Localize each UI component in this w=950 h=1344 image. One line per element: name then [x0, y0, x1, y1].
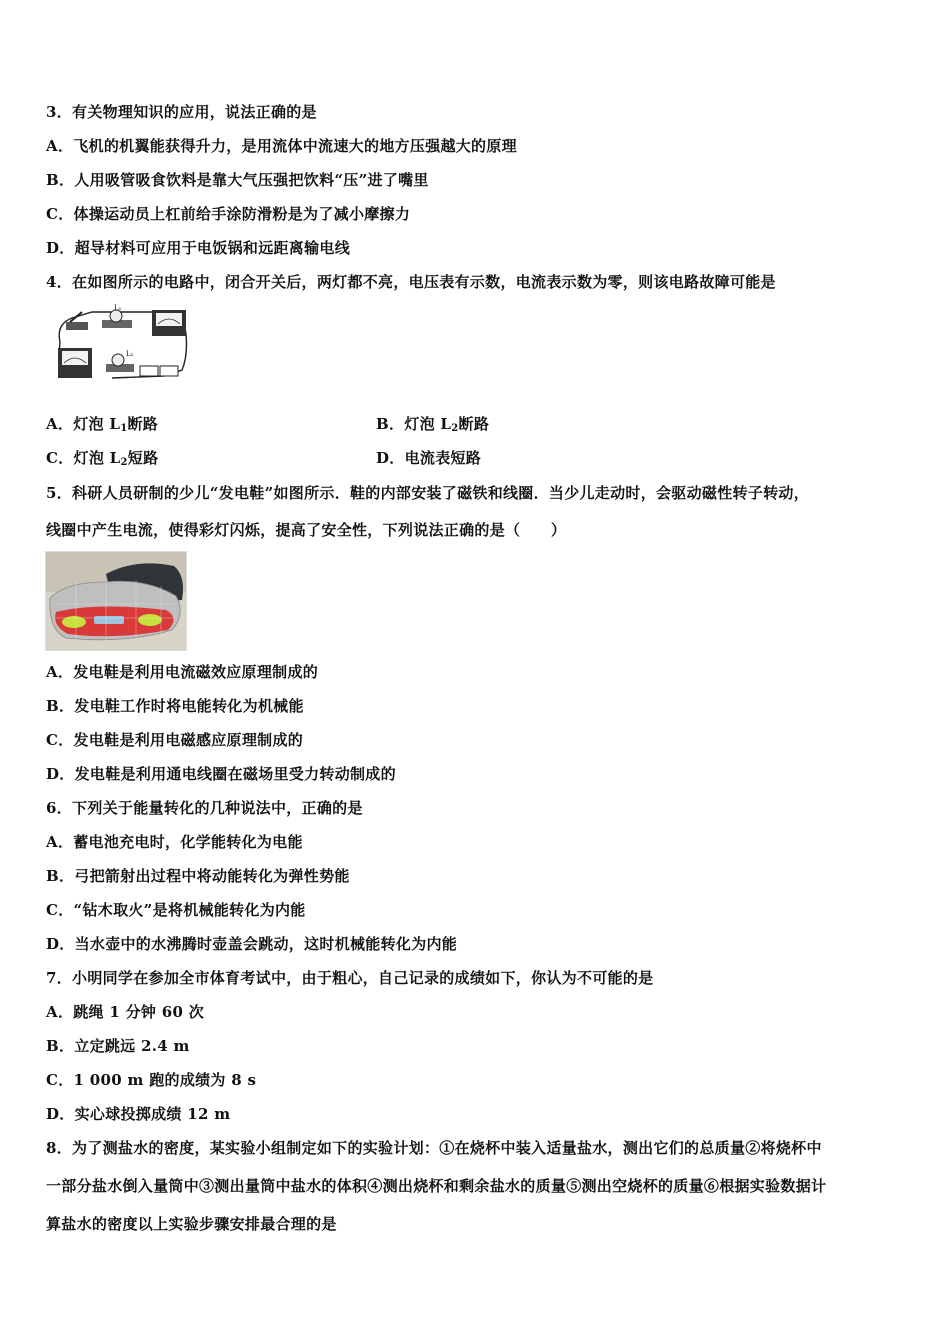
- q6-option-c: C．“钻木取火”是将机械能转化为内能: [46, 901, 306, 919]
- q3-option-b: B．人用吸管吸食饮料是靠大气压强把饮料“压”进了嘴里: [46, 171, 429, 189]
- q7-option-a: A．跳绳 1 分钟 60 次: [46, 1003, 205, 1021]
- lamp-l1-label: L₁: [114, 304, 122, 312]
- question-8-stem-line-2: 一部分盐水倒入量筒中③测出量筒中盐水的体积④测出烧杯和剩余盐水的质量⑤测出空烧杯的质量⑥根据实验数据计: [46, 1177, 827, 1195]
- question-6-stem: 6．下列关于能量转化的几种说法中，正确的是: [46, 799, 363, 817]
- lamp-l1-icon: [102, 304, 132, 328]
- lamp-l2-icon: [106, 350, 134, 372]
- question-3-stem: 3．有关物理知识的应用，说法正确的是: [46, 103, 317, 121]
- q5-option-d: D．发电鞋是利用通电线圈在磁场里受力转动制成的: [46, 765, 396, 783]
- q5-option-c: C．发电鞋是利用电磁感应原理制成的: [46, 731, 304, 749]
- q4-option-b: B．灯泡 $L_2$断路: [376, 415, 490, 434]
- q6-option-a: A．蓄电池充电时，化学能转化为电能: [46, 833, 303, 851]
- q6-option-d: D．当水壶中的水沸腾时壶盖会跳动，这时机械能转化为内能: [46, 935, 458, 953]
- q3-option-c: C．体操运动员上杠前给手涂防滑粉是为了减小摩擦力: [46, 205, 411, 223]
- power-shoe-photo: [45, 551, 187, 651]
- q4-option-c: C．灯泡 $L_2$短路: [46, 449, 159, 468]
- question-8-stem-line-3: 算盐水的密度以上实验步骤安排最合理的是: [46, 1215, 337, 1233]
- q6-option-b: B．弓把箭射出过程中将动能转化为弹性势能: [46, 867, 350, 885]
- question-4-stem: 4．在如图所示的电路中，闭合开关后，两灯都不亮，电压表有示数，电流表示数为零，则该电路故障可能是: [46, 273, 776, 291]
- battery-icon: [140, 366, 178, 376]
- question-5-stem-line-1: 5．科研人员研制的少儿“发电鞋”如图所示．鞋的内部安装了磁铁和线圈．当少儿走动时，会驱动磁性转子转动，: [46, 484, 809, 502]
- q7-option-d: D．实心球投掷成绩 12 m: [46, 1105, 231, 1123]
- question-8-stem-line-1: 8．为了测盐水的密度，某实验小组制定如下的实验计划：①在烧杯中装入适量盐水，测出它们的总质量②将烧杯中: [46, 1139, 822, 1157]
- voltmeter-icon: [58, 348, 92, 378]
- q4-option-a: A．灯泡 $L_1$断路: [46, 415, 159, 434]
- q3-option-a: A．飞机的机翼能获得升力，是用流体中流速大的地方压强越大的原理: [46, 137, 517, 155]
- q3-option-d: D．超导材料可应用于电饭锅和远距离输电线: [46, 239, 351, 257]
- q4-option-d: D．电流表短路: [376, 449, 482, 467]
- ammeter-icon: [152, 310, 186, 336]
- q7-option-c: C．1 000 m 跑的成绩为 8 s: [46, 1071, 257, 1089]
- question-7-stem: 7．小明同学在参加全市体育考试中，由于粗心，自己记录的成绩如下，你认为不可能的是: [46, 969, 654, 987]
- circuit-diagram-figure: [52, 304, 192, 386]
- q7-option-b: B．立定跳远 2.4 m: [46, 1037, 190, 1055]
- q5-option-b: B．发电鞋工作时将电能转化为机械能: [46, 697, 304, 715]
- lamp-l2-label: L₂: [126, 350, 134, 358]
- question-5-stem-line-2: 线圈中产生电流，使得彩灯闪烁，提高了安全性，下列说法正确的是（ ）: [46, 521, 567, 539]
- q5-option-a: A．发电鞋是利用电流磁效应原理制成的: [46, 663, 319, 681]
